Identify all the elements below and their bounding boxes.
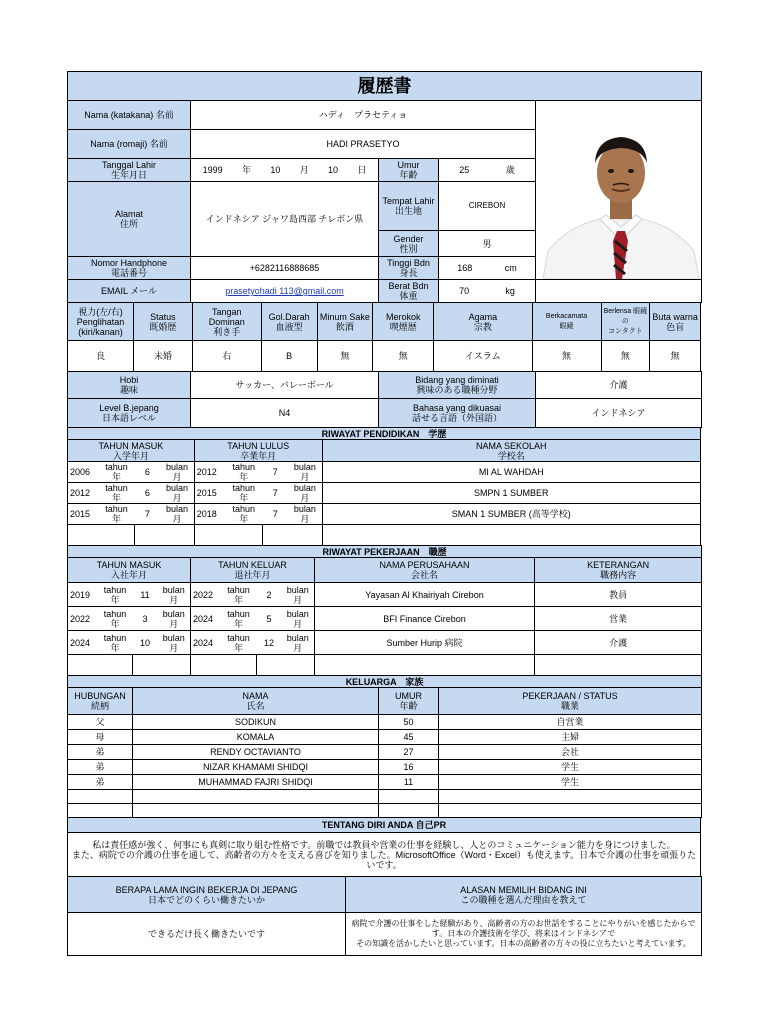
pend-month-in: 7 bbox=[135, 504, 161, 525]
pend-year-in: 2012 bbox=[68, 483, 99, 504]
umur-label bbox=[379, 159, 439, 182]
birth-day-unit: 日 bbox=[357, 165, 367, 175]
pek-ket: 教員 bbox=[535, 583, 702, 607]
pek-tahun: tahun 年 bbox=[98, 631, 133, 655]
table-row bbox=[68, 483, 701, 504]
attributes-table bbox=[67, 302, 701, 372]
pek-bulan: bulan 月 bbox=[282, 607, 315, 631]
kel-hub: 弟 bbox=[68, 760, 133, 775]
hp-jp: 電話番号 bbox=[110, 268, 147, 278]
pek-year-in: 2024 bbox=[68, 631, 98, 655]
attr-header: 視力(左/右) Penglihatan (kiri/kanan) bbox=[68, 303, 134, 341]
pek-ket: 介護 bbox=[535, 631, 702, 655]
bidang-jp: 興味のある職種分野 bbox=[416, 385, 498, 395]
attr-value: 無 bbox=[650, 341, 701, 372]
pek-bulan: bulan 月 bbox=[158, 583, 191, 607]
alamat-label bbox=[68, 182, 191, 257]
lama-label: BERAPA LAMA INGIN BEKERJA DI JEPANG 日本でどのくらい働きたいか bbox=[68, 877, 346, 913]
attr-value: 無 bbox=[373, 341, 434, 372]
attr-header: Agama 宗教 bbox=[434, 303, 532, 341]
level-text: Level B.jepang bbox=[99, 403, 159, 413]
birth-month: 10 bbox=[270, 165, 281, 175]
pek-month-in: 3 bbox=[133, 607, 158, 631]
kel-col-hub: HUBUNGAN 続柄 bbox=[68, 688, 133, 715]
pek-year-in: 2022 bbox=[68, 607, 98, 631]
tentang-title: TENTANG DIRI ANDA 自己PR bbox=[68, 818, 701, 833]
table-row-empty bbox=[68, 525, 701, 546]
attr-header: Minum Sake 飲酒 bbox=[317, 303, 373, 341]
attr-value: イスラム bbox=[434, 341, 532, 372]
level-jp: 日本語レベル bbox=[101, 413, 156, 423]
gender-text: Gender bbox=[393, 233, 424, 244]
tempat-lahir-jp: 出生地 bbox=[394, 206, 422, 216]
pend-year-out: 2018 bbox=[194, 504, 225, 525]
attr-header: Berkacamata 眼鏡 bbox=[532, 303, 601, 341]
kel-hub: 弟 bbox=[68, 775, 133, 790]
kel-umur: 45 bbox=[379, 730, 439, 745]
kel-hub: 母 bbox=[68, 730, 133, 745]
gender-label bbox=[379, 231, 439, 257]
document-title: 履歴書 bbox=[68, 72, 702, 101]
kel-col-pek: PEKERJAAN / STATUS 職業 bbox=[439, 688, 702, 715]
alamat-value: インドネシア ジャワ島西部 チレボン県 bbox=[191, 182, 379, 257]
kel-nama: MUHAMMAD FAJRI SHIDQI bbox=[133, 775, 379, 790]
kel-umur: 27 bbox=[379, 745, 439, 760]
birth-month-unit: 月 bbox=[299, 165, 309, 175]
kel-pek: 自営業 bbox=[439, 715, 702, 730]
kel-nama: NIZAR KHAMAMI SHIDQI bbox=[133, 760, 379, 775]
level-label bbox=[68, 399, 191, 428]
kel-hub: 父 bbox=[68, 715, 133, 730]
gender-value: 男 bbox=[439, 231, 536, 257]
tinggi-text: Tinggi Bdn bbox=[387, 258, 430, 268]
umur-text: Umur bbox=[397, 160, 420, 170]
pend-month-out: 7 bbox=[262, 483, 288, 504]
pend-year-out: 2012 bbox=[194, 462, 225, 483]
pek-bulan: bulan 月 bbox=[282, 583, 315, 607]
attr-header: Gol.Darah 血液型 bbox=[261, 303, 317, 341]
tempat-lahir-value: CIREBON bbox=[439, 182, 536, 231]
birth-day: 10 bbox=[327, 165, 338, 175]
birth-year-unit: 年 bbox=[242, 165, 252, 175]
tentang-line: また、病院での介護の仕事を通して、高齢者の方々を支える喜びを知りました。MicrosoftOffice（Word・Excel）も使えます。日本で介護の仕事を頑張りたいです。 bbox=[71, 849, 697, 870]
pend-bulan: bulan 月 bbox=[288, 483, 322, 504]
attr-header: Status 既婚歴 bbox=[133, 303, 192, 341]
table-row bbox=[68, 607, 702, 631]
kel-col-umur: UMUR 年齢 bbox=[379, 688, 439, 715]
umur-unit: 歳 bbox=[505, 165, 515, 175]
pek-tahun: tahun 年 bbox=[221, 631, 257, 655]
pek-tahun: tahun 年 bbox=[221, 607, 257, 631]
umur-number: 25 bbox=[459, 165, 470, 175]
pend-tahun: tahun 年 bbox=[98, 462, 134, 483]
pekerjaan-table bbox=[67, 545, 702, 676]
pend-school: MI AL WAHDAH bbox=[322, 462, 700, 483]
nama-romaji-value: HADI PRASETYO bbox=[191, 130, 536, 159]
attr-value: B bbox=[261, 341, 317, 372]
kel-pek: 会社 bbox=[439, 745, 702, 760]
table-row bbox=[68, 462, 701, 483]
lama-value: できるだけ長く働きたいです bbox=[68, 913, 346, 956]
profile-photo bbox=[538, 101, 702, 279]
berat-number: 70 bbox=[459, 286, 470, 296]
kel-pek: 主婦 bbox=[439, 730, 702, 745]
pek-month-out: 12 bbox=[257, 631, 282, 655]
table-row bbox=[68, 583, 702, 607]
bidang-text: Bidang yang diminati bbox=[415, 375, 499, 385]
alasan-label: ALASAN MEMILIH BIDANG INI この職種を選んだ理由を教えて bbox=[346, 877, 702, 913]
pek-year-out: 2024 bbox=[191, 607, 221, 631]
pend-bulan: bulan 月 bbox=[160, 462, 194, 483]
table-row-empty bbox=[68, 790, 702, 804]
pend-year-in: 2015 bbox=[68, 504, 99, 525]
pend-tahun: tahun 年 bbox=[225, 462, 262, 483]
pek-bulan: bulan 月 bbox=[158, 631, 191, 655]
pend-col-lulus: TAHUN LULUS 卒業年月 bbox=[194, 440, 322, 462]
pend-tahun: tahun 年 bbox=[98, 504, 134, 525]
berat-unit: kg bbox=[505, 286, 515, 296]
kel-umur: 50 bbox=[379, 715, 439, 730]
tanggal-lahir-text: Tanggal Lahir bbox=[101, 160, 157, 170]
resume-sheet bbox=[67, 71, 701, 956]
pek-year-out: 2022 bbox=[191, 583, 221, 607]
pend-school: SMPN 1 SUMBER bbox=[322, 483, 700, 504]
personal-table bbox=[67, 71, 702, 303]
table-row bbox=[68, 631, 702, 655]
pend-bulan: bulan 月 bbox=[288, 462, 322, 483]
email-link[interactable]: prasetyohadi 113@gmail.com bbox=[225, 286, 344, 296]
table-row-empty bbox=[68, 655, 702, 676]
nama-katakana-label: Nama (katakana) 名前 bbox=[68, 101, 191, 130]
pend-month-out: 7 bbox=[262, 462, 288, 483]
attr-value: 未婚 bbox=[133, 341, 192, 372]
photo-cell bbox=[536, 101, 702, 280]
alasan-line: その知識を活かしたいと思っています。日本の高齢者の方々の役に立ちたいと考えています。 bbox=[356, 939, 691, 948]
alamat-text: Alamat bbox=[114, 209, 143, 219]
pek-year-out: 2024 bbox=[191, 631, 221, 655]
pek-month-out: 2 bbox=[257, 583, 282, 607]
keluarga-table bbox=[67, 675, 702, 818]
pend-col-masuk: TAHUN MASUK 入学年月 bbox=[68, 440, 195, 462]
pend-bulan: bulan 月 bbox=[160, 504, 194, 525]
attr-header: Tangan Dominan 利き手 bbox=[192, 303, 261, 341]
hp-value: +6282116888685 bbox=[191, 257, 379, 280]
nama-katakana-value: ハディ プラセティョ bbox=[191, 101, 536, 130]
tentang-table bbox=[67, 817, 701, 877]
attr-value: 無 bbox=[317, 341, 373, 372]
pend-month-out: 7 bbox=[262, 504, 288, 525]
pend-year-out: 2015 bbox=[194, 483, 225, 504]
nama-romaji-label: Nama (romaji) 名前 bbox=[68, 130, 191, 159]
hp-text: Nomor Handphone bbox=[90, 258, 168, 268]
pek-col-keluar: TAHUN KELUAR 退社年月 bbox=[191, 558, 315, 583]
pend-school: SMAN 1 SUMBER (高等学校) bbox=[322, 504, 700, 525]
tinggi-value bbox=[439, 257, 536, 280]
alamat-jp: 住所 bbox=[119, 219, 138, 229]
table-row bbox=[68, 504, 701, 525]
pek-col-masuk: TAHUN MASUK 入社年月 bbox=[68, 558, 191, 583]
berat-text: Berat Bdn bbox=[388, 281, 429, 291]
pek-month-out: 5 bbox=[257, 607, 282, 631]
bidang-label bbox=[379, 372, 536, 399]
pek-company: Sumber Hurip 病院 bbox=[315, 631, 535, 655]
pek-company: BFI Finance Cirebon bbox=[315, 607, 535, 631]
keluarga-title: KELUARGA 家族 bbox=[68, 676, 702, 688]
email-label: EMAIL メール bbox=[68, 280, 191, 303]
hobi-jp: 趣味 bbox=[119, 385, 138, 395]
tinggi-number: 168 bbox=[457, 263, 473, 273]
pek-bulan: bulan 月 bbox=[158, 607, 191, 631]
berat-jp: 体重 bbox=[399, 291, 418, 301]
kel-nama: KOMALA bbox=[133, 730, 379, 745]
kel-nama: SODIKUN bbox=[133, 715, 379, 730]
pend-tahun: tahun 年 bbox=[98, 483, 134, 504]
attr-value: 右 bbox=[192, 341, 261, 372]
kel-hub: 弟 bbox=[68, 745, 133, 760]
pek-bulan: bulan 月 bbox=[282, 631, 315, 655]
kel-pek: 学生 bbox=[439, 760, 702, 775]
pek-year-in: 2019 bbox=[68, 583, 98, 607]
gender-jp: 性別 bbox=[399, 243, 418, 254]
pek-col-ket: KETERANGAN 職務内容 bbox=[535, 558, 702, 583]
pend-col-sekolah: NAMA SEKOLAH 学校名 bbox=[322, 440, 700, 462]
umur-value bbox=[439, 159, 536, 182]
pendidikan-table bbox=[67, 427, 701, 546]
pek-col-perusahaan: NAMA PERUSAHAAN 会社名 bbox=[315, 558, 535, 583]
tinggi-jp: 身長 bbox=[399, 268, 418, 278]
bidang-value: 介護 bbox=[536, 372, 702, 399]
pend-bulan: bulan 月 bbox=[160, 483, 194, 504]
pek-company: Yayasan Al Khairiyah Cirebon bbox=[315, 583, 535, 607]
tempat-lahir-text: Tempat Lahir bbox=[382, 196, 435, 206]
attributes-header-row bbox=[68, 303, 701, 341]
attr-value: 無 bbox=[532, 341, 601, 372]
table-row bbox=[68, 715, 702, 730]
bahasa-text: Bahasa yang dikuasai bbox=[412, 403, 502, 413]
pendidikan-title: RIWAYAT PENDIDIKAN 学歴 bbox=[68, 428, 701, 440]
attr-header: Berlensa 眼鏡の コンタクト bbox=[601, 303, 650, 341]
hobi-label bbox=[68, 372, 191, 399]
berat-label bbox=[379, 280, 439, 303]
attributes-value-row bbox=[68, 341, 701, 372]
pend-tahun: tahun 年 bbox=[225, 483, 262, 504]
alasan-value bbox=[346, 913, 702, 956]
kel-umur: 11 bbox=[379, 775, 439, 790]
hobi-text: Hobi bbox=[119, 375, 139, 385]
level-value: N4 bbox=[191, 399, 379, 428]
bahasa-jp: 話せる言語（外国語） bbox=[411, 413, 502, 423]
tanggal-lahir-jp: 生年月日 bbox=[110, 170, 147, 180]
pek-month-in: 11 bbox=[133, 583, 158, 607]
pend-month-in: 6 bbox=[135, 483, 161, 504]
bahasa-value: インドネシア bbox=[536, 399, 702, 428]
pek-tahun: tahun 年 bbox=[221, 583, 257, 607]
attr-value: 無 bbox=[601, 341, 650, 372]
pend-month-in: 6 bbox=[135, 462, 161, 483]
pekerjaan-title: RIWAYAT PEKERJAAN 職歴 bbox=[68, 546, 702, 558]
kel-pek: 学生 bbox=[439, 775, 702, 790]
pend-year-in: 2006 bbox=[68, 462, 99, 483]
pek-ket: 営業 bbox=[535, 607, 702, 631]
kel-nama: RENDY OCTAVIANTO bbox=[133, 745, 379, 760]
attr-header: Merokok 喫煙歴 bbox=[373, 303, 434, 341]
hobi-level-table bbox=[67, 371, 702, 428]
tanggal-lahir-value bbox=[191, 159, 379, 182]
alasan-line: 病院で介護の仕事をした経験があり、高齢者の方のお世話をすることにやりがいを感じたからです。日本の介護技術を学び、将来はインドネシアで bbox=[351, 919, 696, 938]
attr-value: 良 bbox=[68, 341, 134, 372]
table-row bbox=[68, 730, 702, 745]
bottom-table bbox=[67, 876, 702, 956]
tentang-line: 私は責任感が強く、何事にも真剣に取り組む性格です。前職では教員や営業の仕事を経験し、人とのコミュニケーション能力を身につけました。 bbox=[92, 839, 676, 850]
table-row bbox=[68, 775, 702, 790]
pend-bulan: bulan 月 bbox=[288, 504, 322, 525]
attr-header: Buta warna 色盲 bbox=[650, 303, 701, 341]
pek-tahun: tahun 年 bbox=[98, 583, 133, 607]
hobi-value: サッカー、バレーボール bbox=[191, 372, 379, 399]
birth-year: 1999 bbox=[202, 165, 223, 175]
tinggi-unit: cm bbox=[504, 263, 517, 273]
pek-month-in: 10 bbox=[133, 631, 158, 655]
tinggi-label bbox=[379, 257, 439, 280]
tempat-lahir-label bbox=[379, 182, 439, 231]
tentang-body bbox=[68, 833, 701, 877]
photo-bottom-cell bbox=[536, 280, 702, 303]
table-row bbox=[68, 760, 702, 775]
pek-tahun: tahun 年 bbox=[98, 607, 133, 631]
pend-tahun: tahun 年 bbox=[225, 504, 262, 525]
kel-col-nama: NAMA 氏名 bbox=[133, 688, 379, 715]
email-cell bbox=[191, 280, 379, 303]
tanggal-lahir-label bbox=[68, 159, 191, 182]
table-row bbox=[68, 745, 702, 760]
hp-label bbox=[68, 257, 191, 280]
berat-value bbox=[439, 280, 536, 303]
kel-umur: 16 bbox=[379, 760, 439, 775]
table-row-empty bbox=[68, 804, 702, 818]
umur-jp: 年齢 bbox=[399, 170, 418, 180]
bahasa-label bbox=[379, 399, 536, 428]
